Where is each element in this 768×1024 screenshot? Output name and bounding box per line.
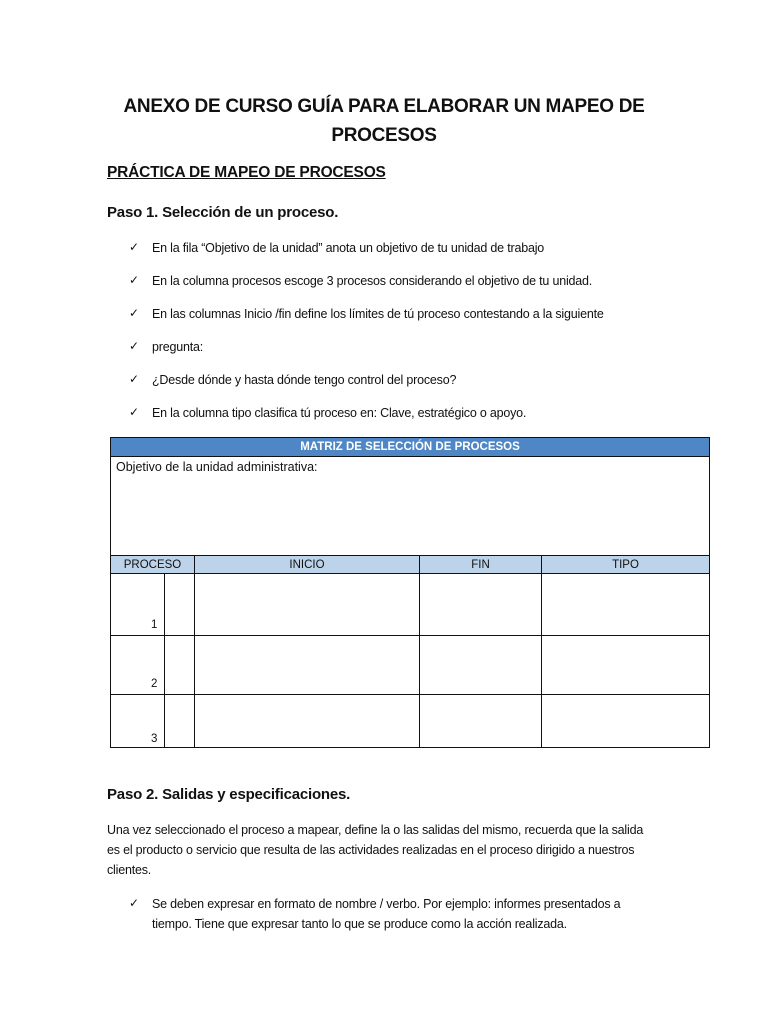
bullet-text: Se deben expresar en formato de nombre / verbo. Por ejemplo: informes presentados a [152,897,621,911]
grid-line [194,574,195,747]
row-number: 3 [151,733,158,745]
process-selection-matrix [110,437,710,748]
checkmark-icon: ✓ [129,372,139,386]
bullet-text: En la fila “Objetivo de la unidad” anota un objetivo de tu unidad de trabajo [152,241,545,255]
checkmark-icon: ✓ [129,240,139,254]
grid-line [164,574,165,747]
step2-heading: Paso 2. Salidas y especificaciones. [107,786,351,803]
bullet-text: tiempo. Tiene que expresar tanto lo que se produce como la acción realizada. [152,917,567,931]
document-title [100,92,668,150]
bullet-text: ¿Desde dónde y hasta dónde tengo control del proceso? [152,373,457,387]
checkmark-icon: ✓ [129,405,139,419]
bullet-text: En las columnas Inicio /fin define los límites de tú proceso contestando a la siguiente [152,307,604,321]
checkmark-icon: ✓ [129,896,139,910]
paragraph-line: es el producto o servicio que resulta de las actividades realizadas en el proceso dirigido a nuestros [107,843,635,857]
checkmark-icon: ✓ [129,306,139,320]
objective-label: Objetivo de la unidad administrativa: [116,460,318,474]
paragraph-line: clientes. [107,863,152,877]
row-number: 2 [151,678,158,690]
grid-line [419,574,420,747]
section-title: PRÁCTICA DE MAPEO DE PROCESOS [107,164,386,181]
step1-heading: Paso 1. Selección de un proceso. [107,204,339,221]
row-number: 1 [151,619,158,631]
column-header-tipo: TIPO [612,559,639,571]
matrix-column-headers [111,555,709,574]
checkmark-icon: ✓ [129,339,139,353]
bullet-text: pregunta: [152,340,204,354]
bullet-text: En la columna procesos escoge 3 procesos considerando el objetivo de tu unidad. [152,274,593,288]
grid-line [541,574,542,747]
matrix-title: MATRIZ DE SELECCIÓN DE PROCESOS [111,438,709,457]
column-header-proceso: PROCESO [111,556,195,574]
bullet-text: En la columna tipo clasifica tú proceso en: Clave, estratégico o apoyo. [152,406,527,420]
title-line-1: ANEXO DE CURSO GUÍA PARA ELABORAR UN MAPEO DE [123,96,645,117]
row-divider [111,694,709,695]
paragraph-line: Una vez seleccionado el proceso a mapear, define la o las salidas del mismo, recuerda que la salida [107,823,644,837]
row-divider [111,635,709,636]
checkmark-icon: ✓ [129,273,139,287]
title-line-2: PROCESOS [331,125,437,146]
step2-paragraph [107,820,667,880]
column-header-inicio: INICIO [195,556,420,574]
column-header-fin: FIN [420,556,542,574]
